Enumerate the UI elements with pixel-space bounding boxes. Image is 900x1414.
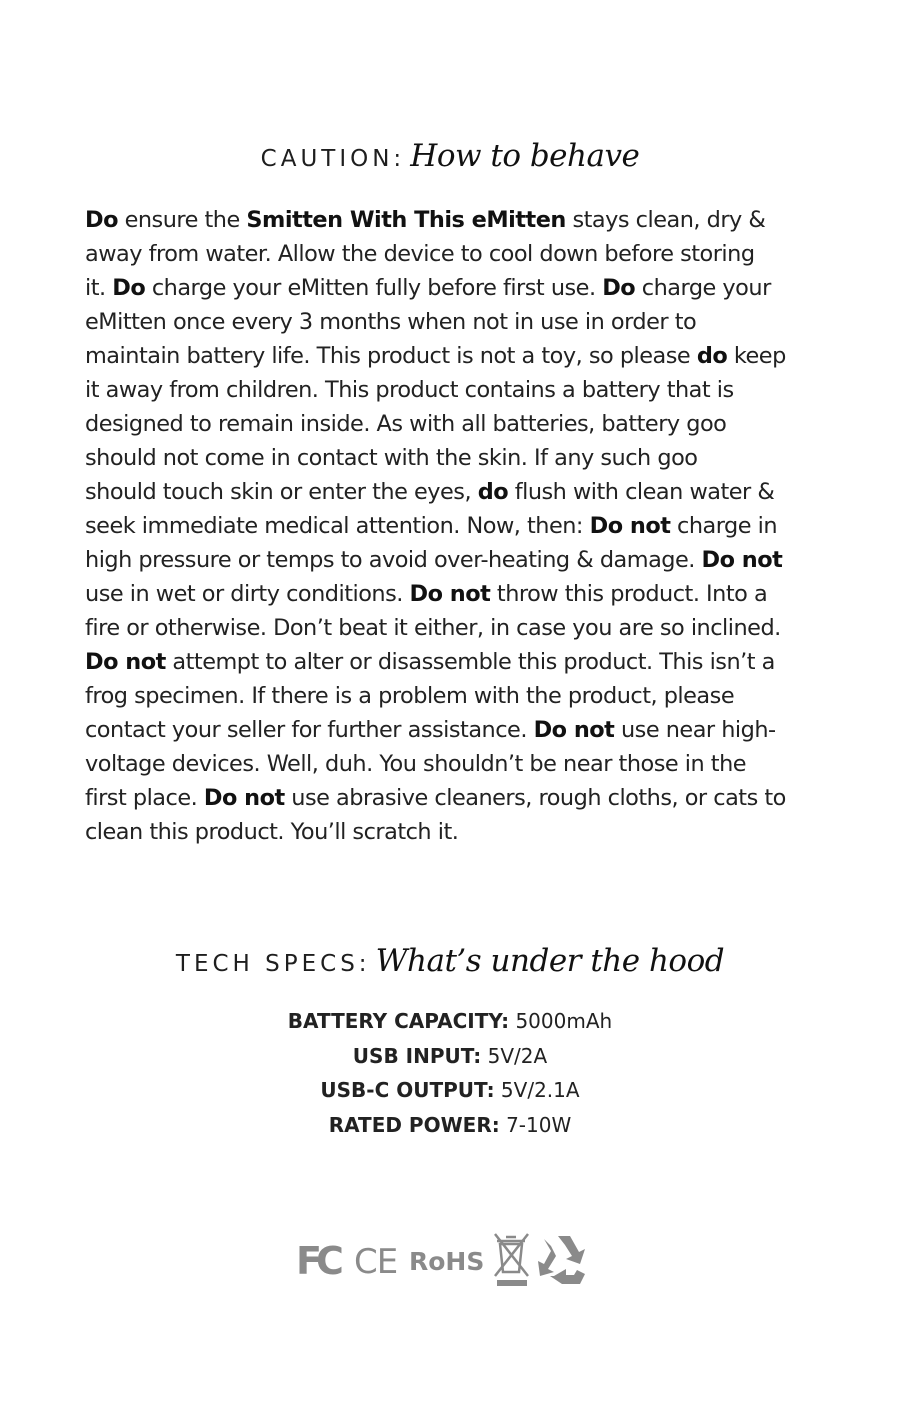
recycle-icon <box>538 1236 585 1284</box>
caution-line <box>85 611 835 645</box>
tech-specs-heading-script: What’s under the hood <box>375 943 725 979</box>
weee-crossed-bin-icon <box>495 1234 528 1286</box>
caution-line <box>85 203 835 237</box>
caution-text: use in wet or dirty conditions. <box>85 581 410 607</box>
spec-label: USB-C OUTPUT: <box>320 1078 495 1102</box>
caution-text: frog specimen. If there is a problem with the product, please <box>85 683 735 709</box>
spec-row <box>0 1073 900 1108</box>
caution-line <box>85 781 835 815</box>
caution-emphasis: do <box>477 479 509 505</box>
caution-line <box>85 237 835 271</box>
caution-line <box>85 713 835 747</box>
spec-value: 5V/2A <box>481 1043 548 1068</box>
caution-emphasis: do <box>696 343 728 369</box>
caution-heading <box>0 138 900 174</box>
caution-emphasis: Do not <box>85 649 166 675</box>
tech-specs-list <box>0 1004 900 1142</box>
ce-mark: CE <box>354 1242 398 1282</box>
caution-line <box>85 373 835 407</box>
caution-text: clean this product. You’ll scratch it. <box>85 819 459 845</box>
spec-label: RATED POWER: <box>328 1112 500 1137</box>
caution-text: contact your seller for further assistance. <box>85 717 534 743</box>
certification-marks-svg <box>296 1228 596 1292</box>
caution-emphasis: Do not <box>589 513 671 539</box>
caution-emphasis: Do <box>112 275 146 301</box>
caution-emphasis: Do <box>602 275 636 301</box>
caution-text: should touch skin or enter the eyes, <box>85 479 478 505</box>
caution-text: attempt to alter or disassemble this product. This isn’t a <box>165 649 775 675</box>
caution-text: maintain battery life. This product is not a toy, so please <box>85 343 697 369</box>
caution-emphasis: Do not <box>203 785 285 811</box>
caution-line <box>85 645 835 679</box>
caution-line <box>85 543 835 577</box>
caution-emphasis: Smitten With This eMitten <box>246 207 566 233</box>
caution-line <box>85 407 835 441</box>
caution-text: stays clean, dry & <box>565 207 766 233</box>
caution-line <box>85 747 835 781</box>
caution-emphasis: Do not <box>409 581 491 607</box>
caution-text: seek immediate medical attention. Now, then: <box>85 513 590 539</box>
caution-text: designed to remain inside. As with all batteries, battery goo <box>85 411 727 437</box>
caution-text: high pressure or temps to avoid over-heating & damage. <box>85 547 702 573</box>
caution-line <box>85 815 835 849</box>
caution-text: use abrasive cleaners, rough cloths, or cats to <box>284 785 786 811</box>
certification-marks <box>296 1228 596 1292</box>
caution-emphasis: Do not <box>533 717 615 743</box>
caution-line <box>85 679 835 713</box>
caution-line <box>85 441 835 475</box>
caution-text: fire or otherwise. Don’t beat it either, in case you are so inclined. <box>85 615 781 641</box>
caution-emphasis: Do not <box>701 547 783 573</box>
tech-specs-heading <box>0 943 900 979</box>
caution-heading-script: How to behave <box>410 138 640 174</box>
spec-row <box>0 1004 900 1039</box>
spec-row <box>0 1108 900 1143</box>
spec-row <box>0 1039 900 1074</box>
caution-line <box>85 475 835 509</box>
spec-label: BATTERY CAPACITY: <box>287 1009 510 1033</box>
caution-text: charge your eMitten fully before first use. <box>145 275 603 301</box>
caution-text: keep <box>727 343 786 369</box>
spec-value: 5V/2.1A <box>494 1078 580 1102</box>
spec-label: USB INPUT: <box>352 1043 482 1068</box>
caution-text: away from water. Allow the device to cool down before storing <box>85 241 755 267</box>
caution-body <box>85 203 835 849</box>
caution-text: it away from children. This product contains a battery that is <box>85 377 734 403</box>
caution-text: ensure the <box>117 207 247 233</box>
caution-line <box>85 339 835 373</box>
spec-value: 5000mAh <box>509 1009 613 1033</box>
caution-text: should not come in contact with the skin. If any such goo <box>85 445 698 471</box>
caution-line <box>85 271 835 305</box>
caution-text: eMitten once every 3 months when not in use in order to <box>85 309 697 335</box>
caution-text: charge your <box>635 275 771 301</box>
caution-heading-label: CAUTION: <box>260 146 406 172</box>
fc-mark: FC <box>296 1239 338 1283</box>
caution-text: first place. <box>85 785 204 811</box>
caution-text: use near high- <box>614 717 776 743</box>
caution-text: flush with clean water & <box>508 479 775 505</box>
caution-line <box>85 577 835 611</box>
rohs-mark: RoHS <box>409 1247 485 1276</box>
caution-text: it. <box>85 275 113 301</box>
caution-line <box>85 305 835 339</box>
tech-specs-heading-label: TECH SPECS: <box>175 951 371 977</box>
caution-emphasis: Do <box>85 207 118 233</box>
caution-text: charge in <box>670 513 778 539</box>
spec-value: 7-10W <box>499 1112 572 1137</box>
caution-text: throw this product. Into a <box>490 581 768 607</box>
caution-line <box>85 509 835 543</box>
caution-text: voltage devices. Well, duh. You shouldn’t be near those in the <box>85 751 747 777</box>
